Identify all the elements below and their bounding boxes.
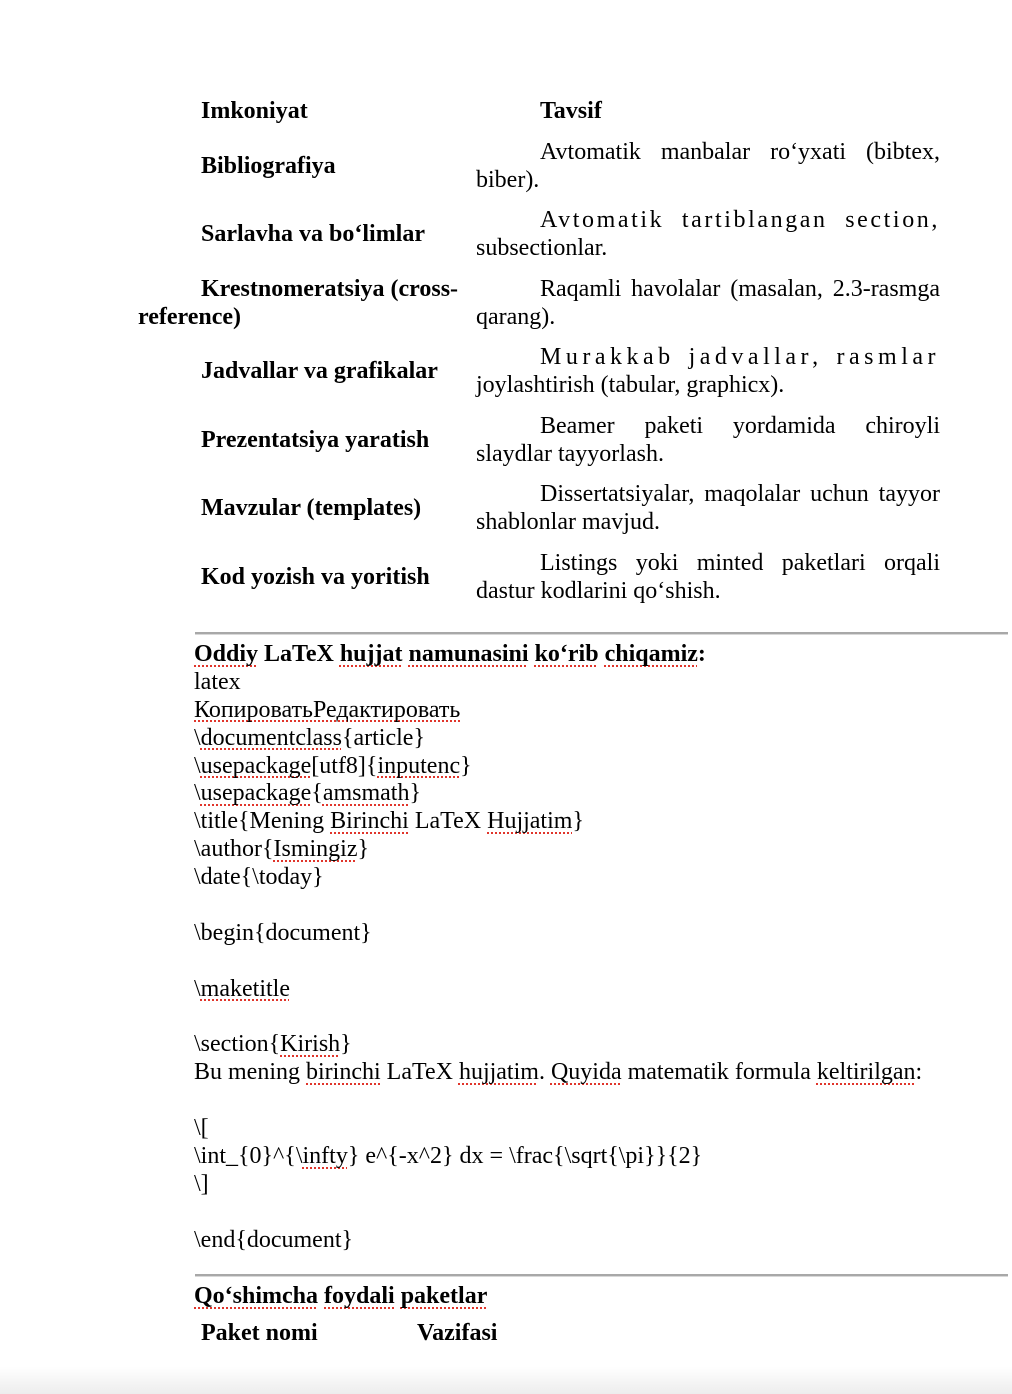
- spellcheck-flagged-word: birinchi: [306, 1059, 381, 1086]
- text-run: .: [538, 1059, 551, 1086]
- code-line: [194, 864, 922, 892]
- text-run: \author{: [194, 836, 274, 863]
- spellcheck-flagged-word: foydali: [324, 1283, 395, 1309]
- code-line: [194, 1199, 922, 1227]
- text-run: \[: [194, 1115, 209, 1142]
- feature-name: Jadvallar va grafikalar: [201, 358, 438, 384]
- code-line: [194, 808, 922, 836]
- spellcheck-flagged-word: КопироватьРедактировать: [194, 696, 461, 723]
- feature-row: [138, 132, 940, 201]
- code-line: [194, 892, 922, 920]
- text-run: }: [340, 1031, 352, 1058]
- code-line: [194, 1143, 922, 1171]
- packages-table-header: [138, 1319, 940, 1347]
- feature-description: Beamer paketi yordamida chiroyli slaydlar tayyorlash.: [476, 412, 940, 467]
- text-run: }: [409, 780, 421, 807]
- text-run: \: [194, 975, 201, 1002]
- column-header-purpose: Vazifasi: [417, 1320, 498, 1346]
- text-run: LaTeX: [408, 808, 488, 835]
- text-run: }: [357, 836, 370, 863]
- text-run: {article}: [341, 724, 425, 751]
- code-actions-text: [194, 697, 922, 725]
- spellcheck-flagged-word: Birinchi: [330, 808, 409, 835]
- text-run: \date{\today}: [194, 864, 324, 891]
- code-line: [194, 836, 922, 864]
- text-run: [utf8]{: [311, 752, 378, 779]
- spellcheck-flagged-word: usepackage: [200, 780, 312, 807]
- code-line: [194, 948, 922, 976]
- spellcheck-flagged-word: maketitle: [200, 975, 290, 1002]
- table-header-row: [138, 91, 940, 132]
- code-language-label: latex: [194, 668, 241, 695]
- spellcheck-flagged-word: Qo‘shimcha: [194, 1283, 319, 1309]
- text-run: \begin{document}: [194, 919, 372, 946]
- spellcheck-flagged-word: namunasini: [408, 641, 529, 667]
- example-heading: [194, 641, 922, 669]
- spellcheck-flagged-word: Quyida: [550, 1059, 622, 1086]
- latex-code-block: [194, 725, 922, 1255]
- feature-row: [138, 474, 940, 543]
- code-line: [194, 1087, 922, 1115]
- spellcheck-flagged-word: keltirilgan: [816, 1059, 916, 1086]
- code-line: [194, 1227, 922, 1255]
- code-line: [194, 725, 922, 753]
- text-run: :: [697, 641, 706, 667]
- code-line: [194, 1031, 922, 1059]
- page-bottom-shadow: [0, 1366, 1012, 1394]
- text-run: \int_{0}^{\: [194, 1143, 303, 1170]
- feature-description: Listings yoki minted paketlari orqali dastur kodlarini qo‘shish.: [476, 549, 940, 604]
- code-line: [194, 1059, 922, 1087]
- feature-name: Sarlavha va bo‘limlar: [201, 221, 426, 247]
- column-header-package-name: Paket nomi: [201, 1320, 318, 1346]
- feature-description: Avtomatik manbalar ro‘yxati (bibtex, biber).: [476, 138, 940, 193]
- text-run: :: [915, 1059, 923, 1086]
- text-run: {: [311, 780, 323, 807]
- feature-description: Dissertatsiyalar, maqolalar uchun tayyor shablonlar mavjud.: [476, 481, 940, 535]
- spellcheck-flagged-word: usepackage: [200, 752, 312, 779]
- code-line: [194, 780, 922, 808]
- packages-heading: [194, 1283, 487, 1311]
- code-line: [194, 1115, 922, 1143]
- code-line: [194, 753, 922, 781]
- feature-name: Prezentatsiya yaratish: [201, 426, 430, 453]
- packages-section: [194, 1283, 487, 1311]
- text-run: }: [460, 752, 472, 779]
- column-header-description: Tavsif: [540, 98, 602, 124]
- spellcheck-flagged-word: inputenc: [377, 752, 461, 779]
- feature-row: [138, 200, 940, 269]
- feature-row: [138, 269, 940, 338]
- feature-description: Avtomatik tartiblangan section, subsectionlar.: [476, 207, 940, 261]
- horizontal-rule: [195, 1274, 1008, 1277]
- feature-description: Raqamli havolalar (masalan, 2.3-rasmga qarang).: [476, 275, 940, 330]
- code-line: [194, 920, 922, 948]
- spellcheck-flagged-word: Hujjatim: [487, 808, 573, 835]
- text-run: \end{document}: [194, 1226, 353, 1253]
- text-run: \]: [194, 1170, 209, 1197]
- spellcheck-flagged-word: infty: [302, 1143, 348, 1170]
- code-line: [194, 1171, 922, 1199]
- spellcheck-flagged-word: hujjat: [339, 641, 403, 667]
- feature-description: Murakkab jadvallar, rasmlar joylashtirish (tabular, graphicx).: [476, 344, 940, 398]
- feature-name: Krestnomeratsiya (cross-reference): [138, 275, 459, 330]
- horizontal-rule: [195, 632, 1008, 635]
- spellcheck-flagged-word: ko‘rib: [534, 641, 599, 667]
- column-header-feature: Imkoniyat: [201, 98, 308, 124]
- spellcheck-flagged-word: Oddiy: [194, 641, 259, 667]
- text-run: }: [572, 808, 584, 835]
- feature-name: Mavzular (templates): [201, 495, 422, 521]
- text-run: \: [194, 724, 201, 751]
- text-run: \: [194, 752, 201, 779]
- code-line: [194, 976, 922, 1004]
- spellcheck-flagged-word: hujjatim: [458, 1059, 539, 1086]
- latex-example-section: [194, 641, 922, 1255]
- spellcheck-flagged-word: Ismingiz: [273, 836, 358, 863]
- feature-name: Bibliografiya: [201, 152, 336, 179]
- spellcheck-flagged-word: Kirish: [280, 1031, 341, 1058]
- feature-name: Kod yozish va yoritish: [201, 563, 430, 590]
- code-line: [194, 1004, 922, 1032]
- text-run: LaTeX: [258, 641, 340, 667]
- feature-row: [138, 543, 940, 612]
- feature-row: [138, 406, 940, 475]
- text-run: matematik formula: [621, 1059, 817, 1086]
- features-table: [138, 91, 940, 611]
- text-run: \title{Mening: [194, 808, 331, 835]
- feature-row: [138, 337, 940, 406]
- text-run: LaTeX: [380, 1059, 459, 1086]
- spellcheck-flagged-word: chiqamiz: [604, 641, 698, 667]
- text-run: } e^{-x^2} dx = \frac{\sqrt{\pi}}{2}: [347, 1143, 703, 1170]
- text-run: Bu mening: [194, 1059, 306, 1086]
- text-run: \section{: [194, 1031, 281, 1058]
- spellcheck-flagged-word: amsmath: [322, 780, 410, 807]
- text-run: \: [194, 780, 201, 807]
- spellcheck-flagged-word: documentclass: [200, 724, 342, 751]
- spellcheck-flagged-word: paketlar: [400, 1283, 488, 1309]
